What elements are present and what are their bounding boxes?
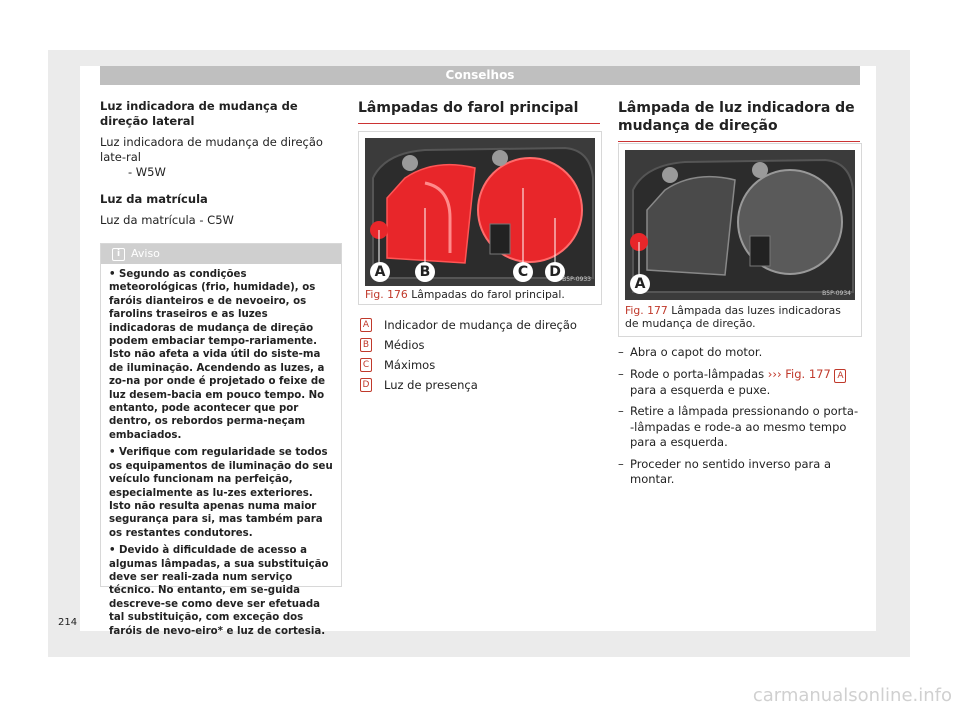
figure-reference-link[interactable]: ››› Fig. 177 xyxy=(767,366,831,381)
step-text: Rode o porta-lâmpadas xyxy=(630,366,768,381)
figure-caption-text: Lâmpadas do farol principal. xyxy=(411,288,565,301)
legend-text: Médios xyxy=(384,338,425,352)
figure-number: Fig. 177 xyxy=(625,304,668,317)
warning-title: Aviso xyxy=(131,247,160,260)
step-item xyxy=(618,367,860,399)
figure-code: B5P-0934 xyxy=(822,290,851,297)
callout-label-d: D xyxy=(545,262,565,282)
legend-item xyxy=(360,335,577,355)
step-text: Abra o capot do motor. xyxy=(630,345,763,359)
plate-text: Luz da matrícula - C5W xyxy=(100,213,234,227)
figure-caption xyxy=(365,288,595,301)
turn-signal-drawing xyxy=(625,150,855,300)
figure-caption-text: Lâmpada das luzes indicadoras de mudança de direção. xyxy=(625,304,841,330)
step-item xyxy=(618,404,860,451)
callout-label-b: B xyxy=(415,262,435,282)
step-text: Proceder no sentido inverso para a montar. xyxy=(630,456,832,486)
step-dash: – xyxy=(618,456,624,471)
step-key: A xyxy=(834,369,846,383)
warning-box xyxy=(100,243,342,637)
plate-title: Luz da matrícula xyxy=(100,192,208,206)
page-number: 214 xyxy=(58,617,78,628)
turn-lamp-bulb: - W5W xyxy=(128,165,166,179)
warning-item: • Segundo as condições meteorológicas (frio, humidade), os faróis dianteiros e de nevoeiro, os farolins traseiros e as luzes indicadoras de mudança de direção podem embaciar tempo-rariamente. Isto não afeta a vida útil do siste-ma de iluminação. Acendendo as luzes, a zo-na por onde é projetado o feixe de luz desem-bacia em pouco tempo. No entanto, pode acontecer que por dentro, os rebordos perma-neçam embaciados. xyxy=(109,269,326,441)
legend-text: Máximos xyxy=(384,358,436,372)
figure-caption xyxy=(625,304,855,330)
column-right xyxy=(618,99,860,142)
legend-text: Luz de presença xyxy=(384,378,478,392)
legend-key: D xyxy=(360,378,372,392)
step-item xyxy=(618,345,860,361)
headlamp-illustration xyxy=(365,138,595,286)
legend-key: A xyxy=(360,318,372,332)
headlamp-legend xyxy=(360,315,577,395)
step-dash: – xyxy=(618,345,624,359)
legend-item xyxy=(360,375,577,395)
legend-key: B xyxy=(360,338,372,352)
step-dash: – xyxy=(618,404,624,418)
legend-text: Indicador de mudança de direção xyxy=(384,318,577,332)
watermark: carmanualsonline.info xyxy=(752,685,952,706)
section-header: Conselhos xyxy=(100,66,860,85)
figure-code: B5P-0933 xyxy=(562,276,591,283)
column-left xyxy=(100,99,340,234)
figure-177 xyxy=(618,143,862,337)
section-title-turn-signal: Lâmpada de luz indicadora de mudança de direção xyxy=(618,99,860,142)
step-text: Retire a lâmpada pressionando o porta--lâmpadas e rode-a ao mesmo tempo para a esquerda. xyxy=(630,404,859,449)
legend-item xyxy=(360,315,577,335)
warning-header xyxy=(101,244,341,264)
callout-label-c: C xyxy=(513,262,533,282)
procedure-steps xyxy=(618,345,860,494)
info-icon: i xyxy=(112,248,125,261)
warning-body xyxy=(101,264,341,638)
step-item xyxy=(618,457,860,488)
legend-key: C xyxy=(360,358,372,372)
turn-signal-illustration xyxy=(625,150,855,300)
turn-lamp-text: Luz indicadora de mudança de direção late-ral xyxy=(100,135,323,164)
step-text-after: para a esquerda e puxe. xyxy=(630,382,771,397)
warning-item: • Devido à dificuldade de acesso a algumas lâmpadas, a sua substituição deve ser reali-zada num serviço técnico. No entanto, em se-guida descreve-se como deve ser efetuada tal substituição, com exceção dos faróis de nevo-eiro* e luz de cortesia. xyxy=(109,545,329,637)
figure-number: Fig. 176 xyxy=(365,288,408,301)
step-dash: – xyxy=(618,366,624,381)
callout-label-a: A xyxy=(630,274,650,294)
turn-lamp-title: Luz indicadora de mudança de direção lateral xyxy=(100,99,298,128)
column-middle xyxy=(358,99,600,124)
warning-item: • Verifique com regularidade se todos os equipamentos de iluminação do seu veículo funcionam na perfeição, especialmente as lu-zes exteriores. Isto não resulta apenas numa maior segurança para si, mas também para os restantes condutores. xyxy=(109,447,333,539)
section-title-headlamp: Lâmpadas do farol principal xyxy=(358,99,600,124)
callout-label-a: A xyxy=(370,262,390,282)
figure-176 xyxy=(358,131,602,305)
legend-item xyxy=(360,355,577,375)
